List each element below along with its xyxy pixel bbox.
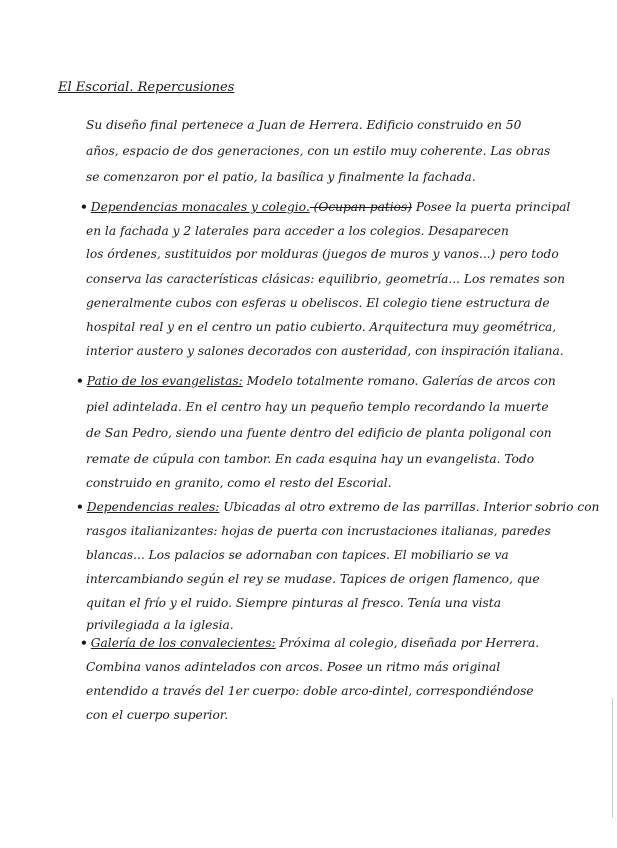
scan-edge <box>612 698 613 818</box>
section-heading: Galería de los convalecientes: <box>90 636 276 650</box>
text-line <box>86 144 550 158</box>
text-line <box>86 452 534 466</box>
bullet-icon: • <box>80 636 88 650</box>
line-text: rasgos italianizantes: hojas de puerta con incrustaciones italianas, paredes <box>86 524 551 538</box>
bullet-line <box>80 636 539 650</box>
line-text: los órdenes, sustituidos por molduras (juegos de muros y vanos...) pero todo <box>86 247 559 261</box>
bullet-icon: • <box>76 500 84 514</box>
text-line <box>86 684 534 698</box>
line-text: se comenzaron por el patio, la basílica y finalmente la fachada. <box>86 170 476 184</box>
line-text: remate de cúpula con tambor. En cada esquina hay un evangelista. Todo <box>86 452 535 466</box>
text-line <box>86 618 234 632</box>
text-line <box>86 708 228 722</box>
section-heading: Dependencias reales: <box>86 500 220 514</box>
line-text: intercambiando según el rey se mudase. Tapices de origen flamenco, que <box>86 572 540 586</box>
line-text: Su diseño final pertenece a Juan de Herrera. Edificio construido en 50 <box>86 118 522 132</box>
line-text: blancas... Los palacios se adornaban con tapices. El mobiliario se va <box>86 548 509 562</box>
bullet-line <box>80 200 570 214</box>
line-text: entendido a través del 1er cuerpo: doble arco-dintel, correspondiéndose <box>86 684 534 698</box>
text-line <box>86 272 565 286</box>
line-text: Próxima al colegio, diseñada por Herrera. <box>275 636 540 650</box>
bullet-line <box>76 500 599 514</box>
struck-text: (Ocupan patios) <box>309 200 412 214</box>
line-text: con el cuerpo superior. <box>86 708 229 722</box>
line-text: Modelo totalmente romano. Galerías de arcos con <box>242 374 556 388</box>
line-text: construido en granito, como el resto del Escorial. <box>86 476 392 490</box>
section-heading: Patio de los evangelistas: <box>86 374 243 388</box>
line-text: conserva las características clásicas: equilibrio, geometría... Los remates son <box>86 272 565 286</box>
text-line <box>86 320 556 334</box>
page-title: El Escorial. Repercusiones <box>58 80 235 95</box>
text-line <box>86 660 500 674</box>
text-line <box>86 344 564 358</box>
text-line <box>86 596 501 610</box>
bullet-icon: • <box>76 374 84 388</box>
bullet-icon: • <box>80 200 88 214</box>
text-line <box>86 296 550 310</box>
text-line <box>86 247 559 261</box>
line-text: piel adintelada. En el centro hay un pequeño templo recordando la muerte <box>86 400 549 414</box>
text-line <box>86 548 509 562</box>
text-line <box>86 572 540 586</box>
text-line <box>86 118 521 132</box>
text-line <box>86 426 552 440</box>
text-line <box>86 400 549 414</box>
line-text: en la fachada y 2 laterales para acceder a los colegios. Desaparecen <box>86 224 509 238</box>
line-text: Combina vanos adintelados con arcos. Posee un ritmo más original <box>86 660 501 674</box>
section-heading: Dependencias monacales y colegio. <box>90 200 310 214</box>
line-text: de San Pedro, siendo una fuente dentro del edificio de planta poligonal con <box>86 426 552 440</box>
line-text: privilegiada a la iglesia. <box>86 618 234 632</box>
line-text: quitan el frío y el ruido. Siempre pinturas al fresco. Tenía una vista <box>86 596 501 610</box>
text-line <box>86 476 392 490</box>
line-text: años, espacio de dos generaciones, con un estilo muy coherente. Las obras <box>86 144 551 158</box>
line-text: Ubicadas al otro extremo de las parrillas. Interior sobrio con <box>219 500 600 514</box>
text-line <box>86 524 551 538</box>
bullet-line <box>76 374 556 388</box>
line-text: interior austero y salones decorados con austeridad, con inspiración italiana. <box>86 344 564 358</box>
text-line <box>86 224 509 238</box>
line-text: generalmente cubos con esferas u obeliscos. El colegio tiene estructura de <box>86 296 550 310</box>
text-line <box>86 170 476 184</box>
line-text: hospital real y en el centro un patio cubierto. Arquitectura muy geométrica, <box>86 320 557 334</box>
line-text: Posee la puerta principal <box>412 200 571 214</box>
